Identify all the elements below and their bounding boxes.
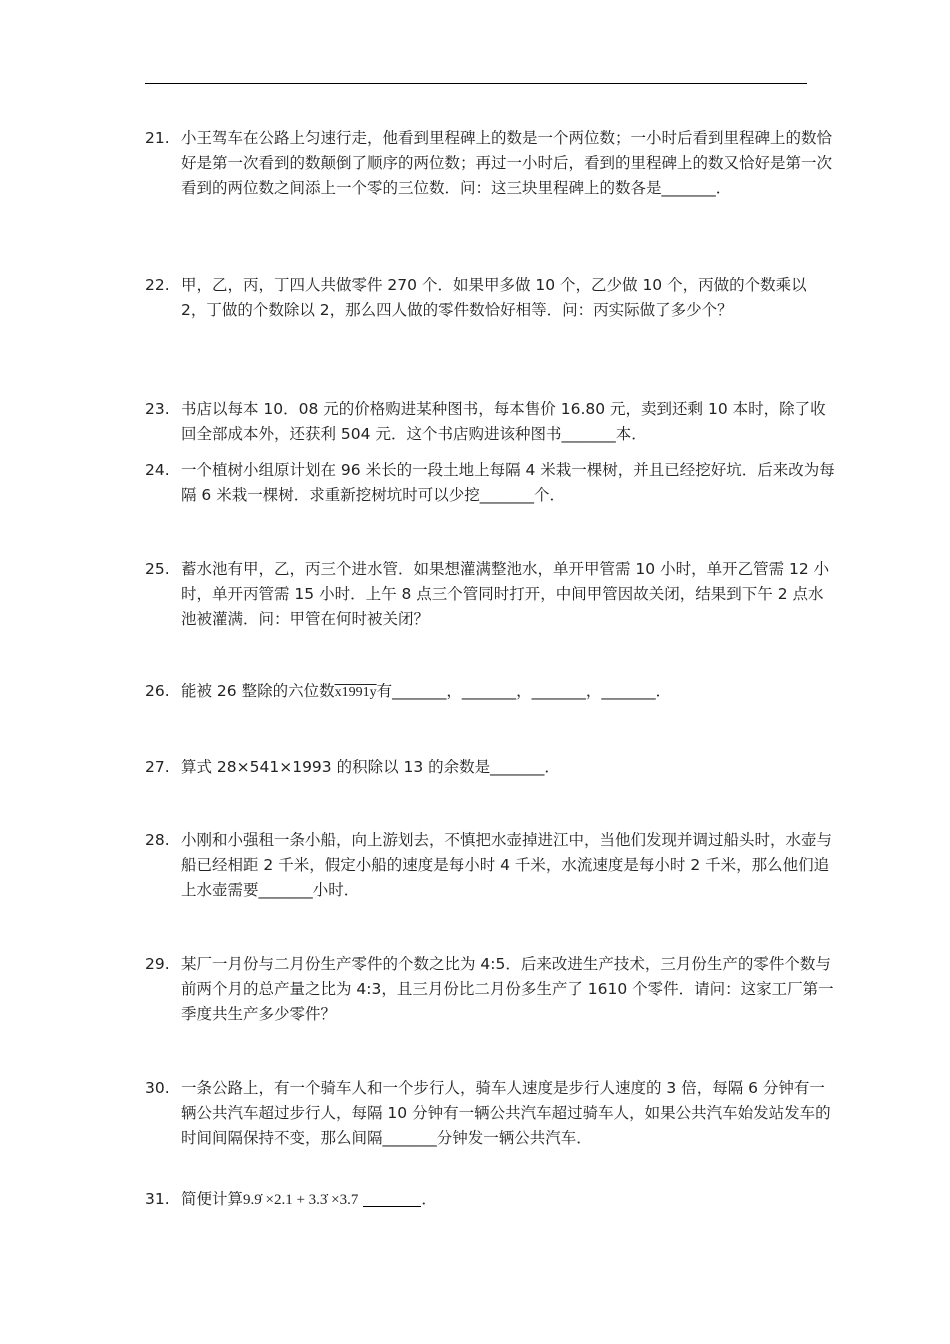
overline-number: x1991y [334, 685, 377, 700]
question-text: 书店以每本 10．08 元的价格购进某种图书，每本售价 16.80 元，卖到还剩 10 本时，除了收回全部成本外，还获利 504 元．这个书店购进该种图书_______本． [181, 400, 826, 443]
question-text-pre: 简便计算 [181, 1190, 244, 1208]
question-number: 21. [145, 129, 170, 147]
question-29 [145, 952, 835, 1027]
question-text: 某厂一月份与二月份生产零件的个数之比为 4:5．后来改进生产技术，三月份生产的零件个数与前两个月的总产量之比为 4:3，且三月份比二月份多生产了 1610 个零件．请问：这家工厂第一季度共生产多少零件？ [181, 955, 834, 1023]
question-number: 28. [145, 831, 170, 849]
question-number: 22. [145, 276, 170, 294]
question-25 [145, 557, 835, 632]
question-31 [145, 1187, 835, 1213]
question-number: 26. [145, 682, 170, 700]
question-24 [145, 458, 835, 508]
answer-blank [363, 1205, 421, 1207]
question-text: 算式 28×541×1993 的积除以 13 的余数是_______． [181, 758, 560, 776]
question-text-pre: 能被 26 整除的六位数 [181, 682, 335, 700]
question-text: 蓄水池有甲，乙，丙三个进水管．如果想灌满整池水，单开甲管需 10 小时，单开乙管需 12 小时，单开丙管需 15 小时．上午 8 点三个管同时打开，中间甲管因故关闭，结果到下午 2 点水池被灌满．问：甲管在何时被关闭？ [181, 560, 830, 628]
question-text [181, 1187, 835, 1213]
question-27 [145, 755, 835, 780]
question-text: 小王驾车在公路上匀速行走，他看到里程碑上的数是一个两位数；一小时后看到里程碑上的数恰好是第一次看到的数颠倒了顺序的两位数；再过一小时后，看到的里程碑上的数又恰好是第一次看到的两位数之间添上一个零的三位数．问：这三块里程碑上的数各是_______． [181, 129, 833, 197]
question-number: 27. [145, 758, 170, 776]
question-text-post: ． [421, 1190, 437, 1208]
question-number: 25. [145, 560, 170, 578]
question-number: 29. [145, 955, 170, 973]
question-21 [145, 126, 835, 201]
question-23 [145, 397, 835, 447]
question-22 [145, 273, 835, 323]
question-number: 30. [145, 1079, 170, 1097]
question-text [181, 679, 835, 705]
question-number: 31. [145, 1190, 170, 1208]
question-text: 甲，乙，丙，丁四人共做零件 270 个．如果甲多做 10 个，乙少做 10 个，丙做的个数乘以 2，丁做的个数除以 2，那么四人做的零件数恰好相等．问：丙实际做了多少个？ [181, 276, 807, 319]
question-26 [145, 679, 835, 705]
question-30 [145, 1076, 835, 1151]
question-number: 23. [145, 400, 170, 418]
question-28 [145, 828, 835, 903]
question-text: 小刚和小强租一条小船，向上游划去，不慎把水壶掉进江中，当他们发现并调过船头时，水壶与船已经相距 2 千米，假定小船的速度是每小时 4 千米，水流速度是每小时 2 千米，那么他们追上水壶需要_______小时． [181, 831, 833, 899]
question-number: 24. [145, 461, 170, 479]
question-text: 一个植树小组原计划在 96 米长的一段土地上每隔 4 米栽一棵树，并且已经挖好坑．后来改为每隔 6 米栽一棵树．求重新挖树坑时可以少挖_______个． [181, 461, 835, 504]
header-rule [145, 83, 807, 84]
math-expression: 9.9̇ ×2.1 + 3.3̇ ×3.7 [243, 1192, 359, 1208]
question-text: 一条公路上，有一个骑车人和一个步行人，骑车人速度是步行人速度的 3 倍，每隔 6 分钟有一辆公共汽车超过步行人，每隔 10 分钟有一辆公共汽车超过骑车人，如果公共汽车始发站发车的时间间隔保持不变，那么间隔_______分钟发一辆公共汽车． [181, 1079, 831, 1147]
question-text-post: 有_______，_______，_______，_______． [376, 682, 672, 700]
